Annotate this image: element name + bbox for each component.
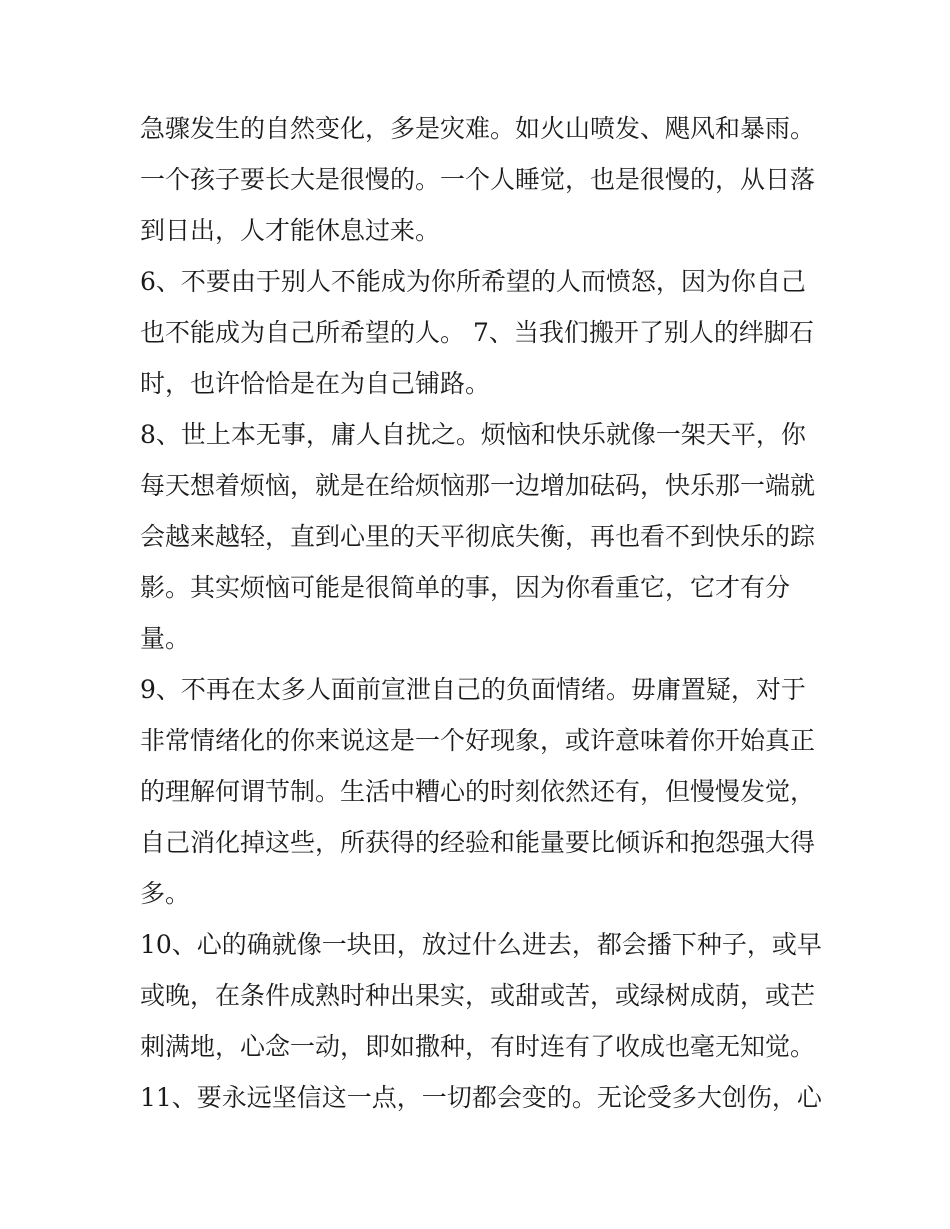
text-line: 一个孩子要长大是很慢的。一个人睡觉，也是很慢的，从日落 xyxy=(140,165,816,194)
text-line: 10、心的确就像一块田，放过什么进去，都会播下种子，或早 xyxy=(140,930,822,959)
text-line: 11、要永远坚信这一点，一切都会变的。无论受多大创伤，心 xyxy=(140,1083,822,1112)
text-line: 9、不再在太多人面前宣泄自己的负面情绪。毋庸置疑，对于 xyxy=(140,675,806,704)
text-line: 多。 xyxy=(140,879,191,908)
text-line: 会越来越轻，直到心里的天平彻底失衡，再也看不到快乐的踪 xyxy=(140,522,816,551)
text-line: 量。 xyxy=(140,624,191,653)
text-line: 的理解何谓节制。生活中糟心的时刻依然还有，但慢慢发觉， xyxy=(140,777,816,806)
text-line: 刺满地，心念一动，即如撒种，有时连有了收成也毫无知觉。 xyxy=(140,1032,816,1061)
text-line: 到日出，人才能休息过来。 xyxy=(140,216,441,245)
text-line: 6、不要由于别人不能成为你所希望的人而愤怒，因为你自己 xyxy=(140,267,806,296)
text-line: 时，也许恰恰是在为自己铺路。 xyxy=(140,369,491,398)
text-line: 急骤发生的自然变化，多是灾难。如火山喷发、飓风和暴雨。 xyxy=(140,114,816,143)
text-line: 非常情绪化的你来说这是一个好现象，或许意味着你开始真正 xyxy=(140,726,816,755)
text-line: 每天想着烦恼，就是在给烦恼那一边增加砝码，快乐那一端就 xyxy=(140,471,816,500)
text-line: 也不能成为自己所希望的人。 7、当我们搬开了别人的绊脚石 xyxy=(140,318,814,347)
text-line: 或晚，在条件成熟时种出果实，或甜或苦，或绿树成荫，或芒 xyxy=(140,981,816,1010)
text-line: 影。其实烦恼可能是很简单的事，因为你看重它，它才有分 xyxy=(140,573,791,602)
body-text xyxy=(140,103,820,1123)
text-line: 自己消化掉这些，所获得的经验和能量要比倾诉和抱怨强大得 xyxy=(140,828,816,857)
text-line: 8、世上本无事，庸人自扰之。烦恼和快乐就像一架天平，你 xyxy=(140,420,806,449)
